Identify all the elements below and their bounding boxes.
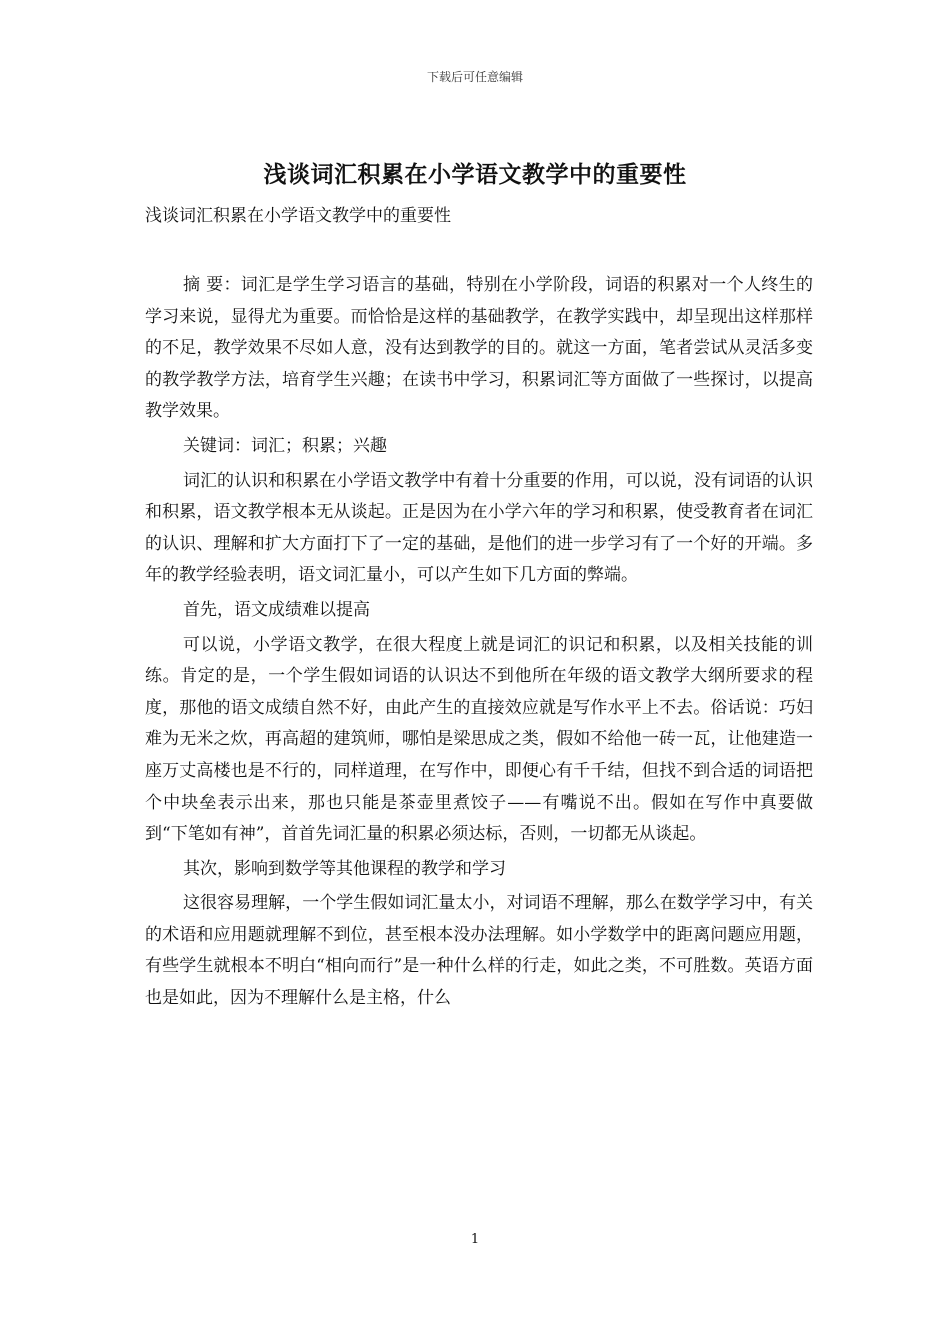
document-subtitle: 浅谈词汇积累在小学语文教学中的重要性 bbox=[145, 206, 451, 226]
section-heading: 其次，影响到数学等其他课程的教学和学习 bbox=[183, 858, 506, 879]
page-number: 1 bbox=[470, 1232, 480, 1247]
section-heading: 首先，语文成绩难以提高 bbox=[183, 599, 370, 620]
body-paragraph: 可以说，小学语文教学，在很大程度上就是词汇的识记和积累，以及相关技能的训练。肯定的是，一个学生假如词语的认识达不到他所在年级的语文教学大纲所要求的程度，那他的语文成绩自然不好，由此产生的直接效应就是写作水平上不去。俗话说：巧妇难为无米之炊，再高超的建筑师，哪怕是梁思成之类，假如不给他一砖一瓦，让他建造一座万丈高楼也是不行的，同样道理，在写作中，即便心有千千结，但找不到合适的词语把个中块垒表示出来，那也只能是茶壶里煮饺子——有嘴说不出。假如在写作中真要做到“下笔如有神”，首首先词汇量的积累必须达标，否则，一切都无从谈起。 bbox=[145, 634, 813, 845]
page-header-note: 下载后可任意编辑 bbox=[426, 70, 523, 84]
document-body bbox=[145, 270, 813, 1018]
body-paragraph: 这很容易理解，一个学生假如词汇量太小，对词语不理解，那么在数学学习中，有关的术语和应用题就理解不到位，甚至根本没办法理解。如小学数学中的距离问题应用题，有些学生就根本不明白“相向而行”是一种什么样的行走，如此之类，不可胜数。英语方面也是如此，因为不理解什么是主格，什么 bbox=[145, 893, 813, 1009]
document-title: 浅谈词汇积累在小学语文教学中的重要性 bbox=[263, 161, 687, 188]
abstract-paragraph: 摘 要：词汇是学生学习语言的基础，特别在小学阶段，词语的积累对一个人终生的学习来说，显得尤为重要。而恰恰是这样的基础教学，在教学实践中，却呈现出这样那样的不足，教学效果不尽如人意，没有达到教学的目的。就这一方面，笔者尝试从灵活多变的教学教学方法，培育学生兴趣；在读书中学习，积累词汇等方面做了一些探讨，以提高教学效果。 bbox=[145, 275, 813, 422]
body-paragraph: 词汇的认识和积累在小学语文教学中有着十分重要的作用，可以说，没有词语的认识和积累，语文教学根本无从谈起。正是因为在小学六年的学习和积累，使受教育者在词汇的认识、理解和扩大方面打下了一定的基础，是他们的进一步学习有了一个好的开端。多年的教学经验表明，语文词汇量小，可以产生如下几方面的弊端。 bbox=[145, 470, 813, 586]
keywords-paragraph: 关键词：词汇；积累；兴趣 bbox=[183, 435, 387, 456]
